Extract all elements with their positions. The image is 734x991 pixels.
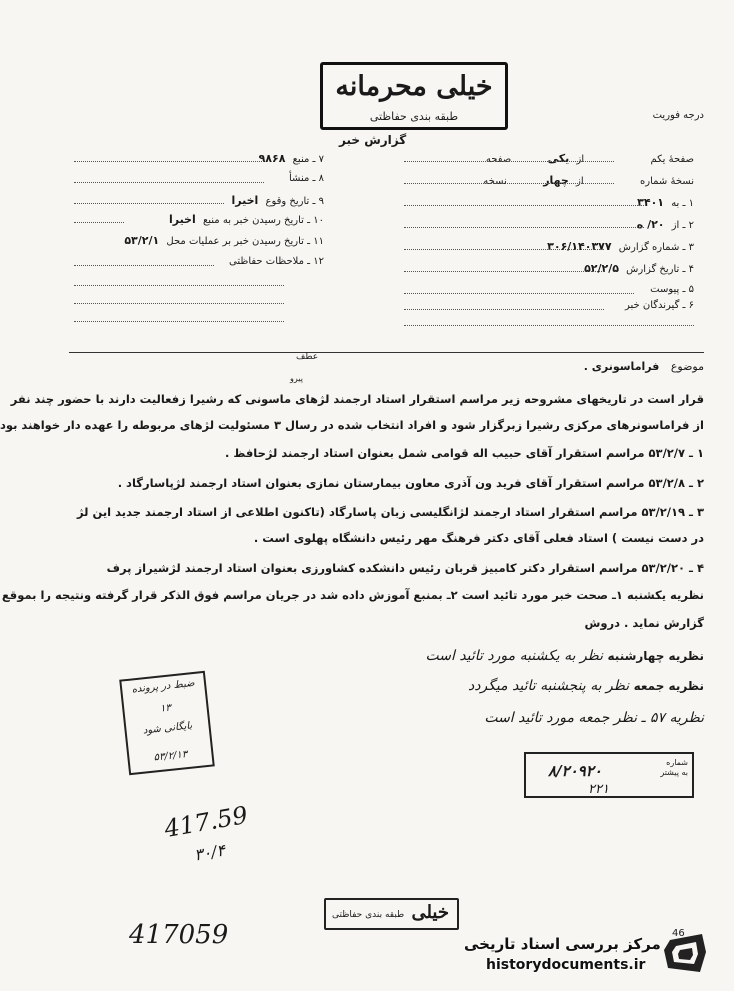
field-occurrence-date: ۹ ـ تاریخ وقوع اخیرا <box>231 194 324 207</box>
body-line: ۲ ـ ۵۳/۲/۸ مراسم استقرار آقای فرید ون آذری معاون بیمارستان نمازی بعنوان استاد ارجمند لژپاسارگاد . <box>117 476 704 490</box>
classification-stamp-bottom: خیلی طبقه بندی حفاظتی <box>324 898 459 930</box>
archive-logo-icon <box>662 930 708 976</box>
field-report-number: ۳ ـ شماره گزارش ۳۰۶/۱۴۰۳۷۷ <box>547 240 694 253</box>
dotline <box>404 227 644 228</box>
dotline <box>74 161 264 162</box>
margin-note-reference: عطف <box>296 352 319 362</box>
body-line: ۴ ـ ۵۳/۲/۲۰ مراسم استقرار دکتر کامبیز قربان رئیس دانشکده کشاورزی بعنوان استاد ارجمند لژشیراز پرف <box>106 561 704 575</box>
registration-stamp <box>524 752 694 798</box>
field-to: ۱ ـ به ۳۴۰۱ <box>637 196 694 209</box>
body-line: گزارش نماید . دروش <box>584 616 704 630</box>
registration-number: ۸/۲۰۹۲۰ <box>548 762 602 780</box>
field-page: صفحهٔ یکم از یکی صفحه <box>485 152 694 165</box>
handwritten-number: 417059 <box>129 920 229 950</box>
subject-value: فراماسونری . <box>583 360 660 373</box>
margin-note-followup: پیرو <box>290 374 303 383</box>
divider <box>69 352 704 353</box>
field-attachment: ۵ ـ پیوست <box>650 284 694 295</box>
watermark-title: مرکز بررسی اسناد تاریخی <box>464 935 661 953</box>
body-line: قرار است در تاریخهای مشروحه زیر مراسم استقرار استاد ارجمند لژهای ماسونی که رشیرا زفعالیت دارند با حضور چند نفر <box>10 392 704 406</box>
field-copy: نسخهٔ شماره از چهار نسخه <box>483 174 694 187</box>
classification-stamp-top <box>320 62 508 130</box>
dotline <box>404 161 614 162</box>
dotline <box>74 285 284 286</box>
field-report-date: ۴ ـ تاریخ گزارش ۵۲/۲/۵ <box>584 262 694 275</box>
report-title: گزارش خبر <box>339 133 407 147</box>
watermark-url: historydocuments.ir <box>486 957 646 973</box>
dotline <box>74 182 264 183</box>
dotline <box>74 265 214 266</box>
handwritten-number: ۳۰/۴ <box>192 840 227 865</box>
field-from: ۲ ـ از ۲۰/ ه <box>636 218 694 231</box>
handwritten-opinion: نظریه جمعه نظر به پنجشنبه تائید میگردد <box>467 678 704 694</box>
dotline <box>404 249 604 250</box>
dotline <box>74 222 124 223</box>
registration-date: ۲۲۱ <box>588 782 609 797</box>
dotline <box>404 183 614 184</box>
dotline <box>74 203 224 204</box>
body-line: در دست نیست ) استاد فعلی آقای دکتر فرهنگ مهر رئیس دانشگاه پهلوی است . <box>253 531 704 545</box>
dotline <box>404 309 604 310</box>
dotline <box>74 321 284 322</box>
handwritten-opinion: نظریه ۵۷ ـ نظر جمعه مورد تائید است <box>484 710 704 726</box>
body-line: نظریه یکشنبه ۱ـ صحت خبر مورد تائید است ۲ـ بمنبع آموزش داده شد در جریان مراسم فوق الذکر قرار گرفته ونتیجه را بموقع <box>1 588 704 602</box>
subject-label: موضوع <box>670 360 704 373</box>
classification-text: خیلی محرمانه <box>335 71 493 102</box>
field-security-notes: ۱۲ ـ ملاحظات حفاظتی <box>229 256 324 267</box>
field-origin: ۸ ـ منشأ <box>288 173 324 184</box>
handwritten-opinion: نظریه چهارشنبه نظر به یکشنبه مورد تائید است <box>425 648 704 664</box>
handwritten-number: 417.59 <box>162 800 250 844</box>
dotline <box>404 325 694 326</box>
dotline <box>74 303 284 304</box>
registration-stamp-labels: شماره به پیشتر <box>660 758 688 777</box>
dotline <box>404 271 604 272</box>
urgency-label: درجه فوریت <box>652 110 704 121</box>
field-source-received: ۱۰ ـ تاریخ رسیدن خبر به منبع اخیرا <box>168 213 324 226</box>
subject-line <box>584 360 704 373</box>
archive-stamp: ضبط در پرونده ۱۳ بایگانی شود ۵۳/۲/۱۳ <box>119 671 215 775</box>
page-number: 46 <box>672 928 685 939</box>
body-line: ۱ ـ ۵۳/۲/۷ مراسم استقرار آقای حبیب اله قوامی شمل بعنوان استاد ارجمند لژحافظ . <box>225 446 704 460</box>
classification-subtext: طبقه بندی حفاظتی <box>369 110 459 123</box>
dotline <box>404 293 634 294</box>
body-line: ۳ ـ ۵۳/۲/۱۹ مراسم استقرار استاد ارجمند لژانگلیسی زبان پاسارگاد (تاکنون اطلاعی از استاد ارجمند جدید این لژ <box>77 505 704 519</box>
field-operations-received: ۱۱ ـ تاریخ رسیدن خبر بر عملیات محل ۵۳/۲/۱ <box>124 234 324 247</box>
field-recipients: ۶ ـ گیرندگان خبر <box>624 300 694 311</box>
dotline <box>404 205 644 206</box>
field-source: ۷ ـ منبع ۹۸۶۸ <box>258 152 324 165</box>
body-line: از فراماسونرهای مرکزی رشیرا زبرگزار شود و افراد انتخاب شده در رسال ۳ مسئولیت لژهای مربوطه را عهده دار خواهند بود <box>0 418 704 432</box>
